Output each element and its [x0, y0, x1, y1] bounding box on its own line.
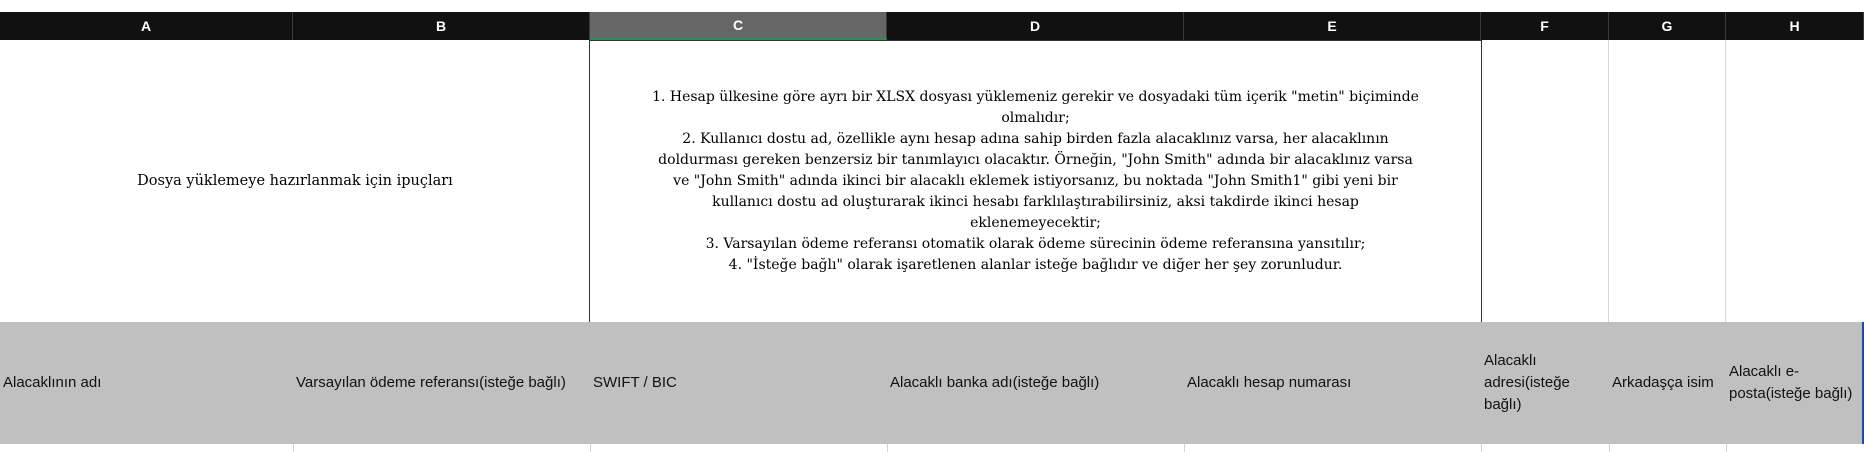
tips-line: doldurması gereken benzersiz bir tanımlayıcı olacaktır. Örneğin, "John Smith" adında bir alacaklınız varsa [658, 152, 1413, 168]
header-cell-payment-reference[interactable] [293, 322, 590, 444]
column-header-g[interactable]: G [1609, 12, 1726, 40]
column-header-a[interactable]: A [0, 12, 293, 40]
header-cell-friendly-name[interactable] [1609, 322, 1726, 444]
column-header-f[interactable]: F [1481, 12, 1609, 40]
column-header-h[interactable]: H [1726, 12, 1864, 40]
tips-line: kullanıcı dostu ad oluşturarak ikinci hesabı farklılaştırabilirsiniz, aksi takdirde ikinci hesap [712, 194, 1359, 210]
column-header-d[interactable]: D [887, 12, 1184, 40]
header-text: Arkadaşça isim [1612, 374, 1714, 391]
header-text: Alacaklı e-posta(isteğe bağlı) [1729, 363, 1853, 402]
empty-data-row[interactable] [0, 444, 1864, 452]
tips-line: ve "John Smith" adında ikinci bir alacaklı eklemek istiyorsanız, bu noktada "John Smith1" gibi yeni bir [673, 173, 1398, 189]
header-text: Alacaklı banka adı(isteğe bağlı) [890, 374, 1100, 391]
header-cell-bank-name[interactable] [887, 322, 1184, 444]
tips-line: 1. Hesap ülkesine göre ayrı bir XLSX dosyası yüklemeniz gerekir ve dosyadaki tüm içerik "metin" biçiminde [652, 89, 1419, 105]
tips-label-text: Dosya yüklemeye hazırlanmak için ipuçları [137, 173, 453, 189]
tips-line: 4. "İsteğe bağlı" olarak işaretlenen alanlar isteğe bağlıdır ve diğer her şey zorunludur. [728, 257, 1343, 273]
header-text: SWIFT / BIC [593, 374, 677, 391]
header-cell-address[interactable] [1481, 322, 1609, 444]
header-text: Varsayılan ödeme referansı(isteğe bağlı) [296, 374, 566, 391]
tips-content-cell[interactable] [589, 40, 1482, 323]
tips-line: eklenemeyecektir; [970, 215, 1101, 231]
gridline [1608, 40, 1609, 322]
tips-line: 3. Varsayılan ödeme referansı otomatik olarak ödeme sürecinin ödeme referansına yansıtılır; [705, 236, 1366, 252]
column-header-c[interactable]: C [590, 12, 887, 40]
tips-label-cell[interactable] [0, 40, 590, 322]
header-cell-account-number[interactable] [1184, 322, 1481, 444]
header-text: Alacaklının adı [3, 374, 102, 391]
tips-line: olmalıdır; [1001, 110, 1070, 126]
column-header-b[interactable]: B [293, 12, 590, 40]
header-text: Alacaklı hesap numarası [1187, 374, 1352, 391]
gridline [1725, 40, 1726, 322]
top-strip [0, 0, 1864, 12]
header-text: Alacaklı adresi(isteğe bağlı) [1484, 352, 1570, 413]
header-cell-email[interactable] [1726, 322, 1864, 444]
tips-line: 2. Kullanıcı dostu ad, özellikle aynı hesap adına sahip birden fazla alacaklınız varsa, her alacaklının [682, 131, 1389, 147]
header-cell-swift-bic[interactable] [590, 322, 887, 444]
header-cell-payee-name[interactable] [0, 322, 293, 444]
column-header-e[interactable]: E [1184, 12, 1481, 40]
